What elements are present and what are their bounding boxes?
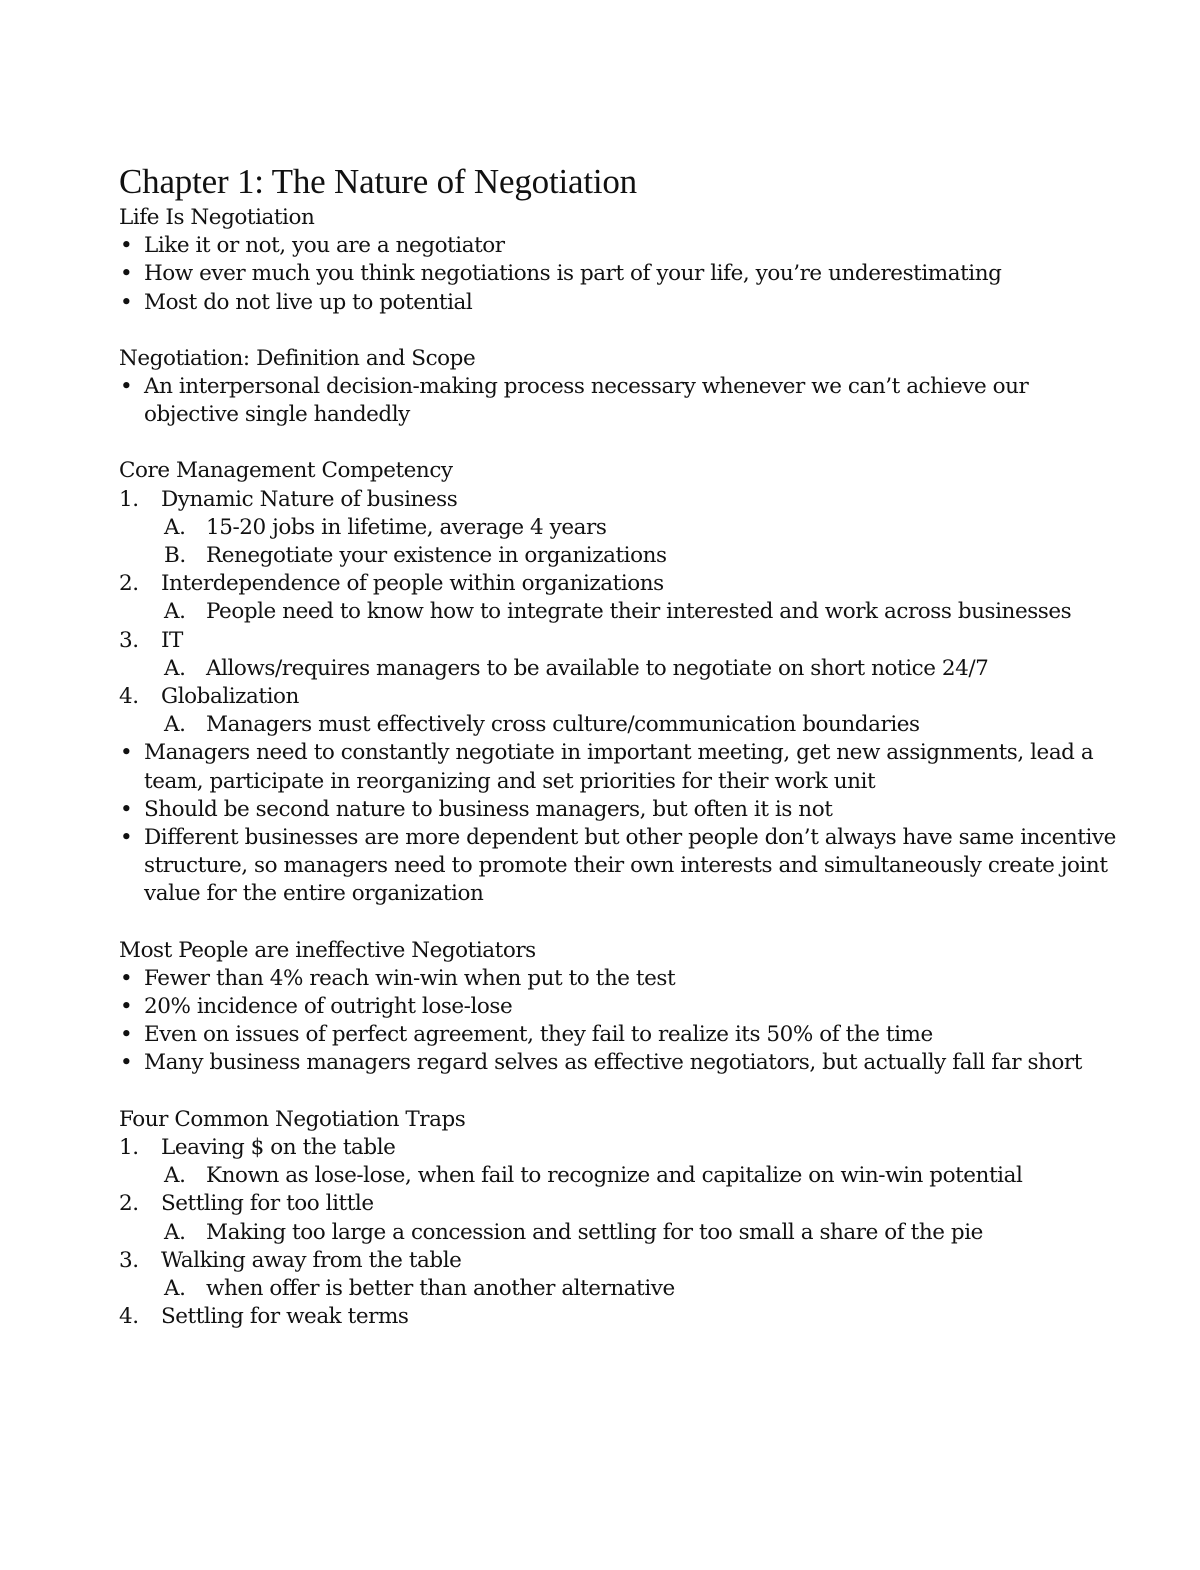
lettered-subitem xyxy=(119,1219,1119,1247)
lettered-subitem xyxy=(119,711,1119,739)
section-heading: Life Is Negotiation xyxy=(119,205,315,230)
lettered-subitem xyxy=(119,514,1119,542)
bullet-item xyxy=(119,824,1119,909)
item-text: IT xyxy=(161,627,183,653)
item-text: Dynamic Nature of business xyxy=(161,486,458,512)
item-text: Should be second nature to business managers, but often it is not xyxy=(144,796,833,822)
section-heading: Four Common Negotiation Traps xyxy=(119,1106,466,1132)
item-text: Different businesses are more dependent but other people don’t always have same incentive structure, so managers need to promote their own interests and simultaneously create joint value for the entire organization xyxy=(144,825,1116,907)
list-marker: B. xyxy=(164,543,186,569)
numbered-item xyxy=(119,683,1119,711)
bullet-marker: • xyxy=(120,994,133,1020)
section xyxy=(119,204,1119,317)
list-marker: A. xyxy=(164,599,186,625)
item-text: Leaving $ on the table xyxy=(161,1134,396,1160)
item-text: How ever much you think negotiations is part of your life, you’re underestimating xyxy=(144,261,1002,287)
list-marker: A. xyxy=(164,712,186,738)
bullet-marker: • xyxy=(120,796,133,822)
item-text: Most do not live up to potential xyxy=(144,289,473,315)
document-body xyxy=(119,160,1119,1331)
bullet-item xyxy=(119,289,1119,317)
bullet-marker: • xyxy=(120,825,133,851)
list-marker: 1. xyxy=(119,1134,139,1160)
list-marker: A. xyxy=(164,1163,186,1189)
item-text: 15-20 jobs in lifetime, average 4 years xyxy=(206,514,607,540)
page-title: Chapter 1: The Nature of Negotiation xyxy=(119,162,637,201)
bullet-item xyxy=(119,1049,1119,1077)
item-text: Managers must effectively cross culture/communication boundaries xyxy=(206,712,920,738)
item-text: Making too large a concession and settling for too small a share of the pie xyxy=(206,1219,983,1245)
numbered-item xyxy=(119,1247,1119,1275)
item-text: Interdependence of people within organizations xyxy=(161,571,664,597)
lettered-subitem xyxy=(119,1275,1119,1303)
section xyxy=(119,1106,1119,1332)
list-marker: A. xyxy=(164,1275,186,1301)
section xyxy=(119,457,1119,908)
section-heading: Core Management Competency xyxy=(119,458,453,484)
list-marker: A. xyxy=(164,655,186,681)
item-text: Allows/requires managers to be available to negotiate on short notice 24/7 xyxy=(206,655,989,681)
section xyxy=(119,937,1119,1078)
bullet-item xyxy=(119,373,1119,429)
item-text: Globalization xyxy=(161,684,299,710)
item-text: Like it or not, you are a negotiator xyxy=(144,233,505,259)
item-text: Even on issues of perfect agreement, they fail to realize its 50% of the time xyxy=(144,1022,933,1048)
item-text: Walking away from the table xyxy=(161,1247,462,1273)
item-text: An interpersonal decision-making process necessary whenever we can’t achieve our objective single handedly xyxy=(144,374,1029,428)
item-text: 20% incidence of outright lose-lose xyxy=(144,994,513,1020)
bullet-item xyxy=(119,993,1119,1021)
bullet-item xyxy=(119,796,1119,824)
item-text: Many business managers regard selves as effective negotiators, but actually fall far short xyxy=(144,1050,1082,1076)
numbered-item xyxy=(119,570,1119,598)
bullet-marker: • xyxy=(120,374,133,400)
lettered-subitem xyxy=(119,598,1119,626)
list-marker: A. xyxy=(164,1219,186,1245)
item-text: Settling for too little xyxy=(161,1191,374,1217)
item-text: when offer is better than another alternative xyxy=(206,1275,675,1301)
item-text: Renegotiate your existence in organizations xyxy=(206,543,667,569)
bullet-marker: • xyxy=(120,289,133,315)
bullet-marker: • xyxy=(120,965,133,991)
numbered-item xyxy=(119,1190,1119,1218)
lettered-subitem xyxy=(119,655,1119,683)
list-marker: 4. xyxy=(119,1304,139,1330)
numbered-item xyxy=(119,1134,1119,1162)
bullet-item xyxy=(119,260,1119,288)
sections-container xyxy=(119,204,1119,1331)
bullet-marker: • xyxy=(120,1022,133,1048)
item-text: Managers need to constantly negotiate in important meeting, get new assignments, lead a team, participate in reorganizing and set priorities for their work unit xyxy=(144,740,1094,794)
list-marker: 2. xyxy=(119,571,139,597)
list-marker: 3. xyxy=(119,1247,139,1273)
bullet-marker: • xyxy=(120,1050,133,1076)
numbered-item xyxy=(119,486,1119,514)
list-marker: 3. xyxy=(119,627,139,653)
bullet-item xyxy=(119,739,1119,795)
bullet-item xyxy=(119,1021,1119,1049)
bullet-item xyxy=(119,232,1119,260)
numbered-item xyxy=(119,627,1119,655)
list-marker: 4. xyxy=(119,684,139,710)
section xyxy=(119,345,1119,430)
bullet-item xyxy=(119,965,1119,993)
item-text: Fewer than 4% reach win-win when put to the test xyxy=(144,965,676,991)
section-heading: Negotiation: Definition and Scope xyxy=(119,345,476,371)
section-heading: Most People are ineffective Negotiators xyxy=(119,937,536,963)
bullet-marker: • xyxy=(120,233,133,259)
bullet-marker: • xyxy=(120,740,133,766)
list-marker: A. xyxy=(164,514,186,540)
bullet-marker: • xyxy=(120,261,133,287)
numbered-item xyxy=(119,1303,1119,1331)
list-marker: 1. xyxy=(119,486,139,512)
lettered-subitem xyxy=(119,1162,1119,1190)
item-text: Settling for weak terms xyxy=(161,1304,409,1330)
list-marker: 2. xyxy=(119,1191,139,1217)
item-text: People need to know how to integrate their interested and work across businesses xyxy=(206,599,1072,625)
item-text: Known as lose-lose, when fail to recognize and capitalize on win-win potential xyxy=(206,1163,1023,1189)
lettered-subitem xyxy=(119,542,1119,570)
